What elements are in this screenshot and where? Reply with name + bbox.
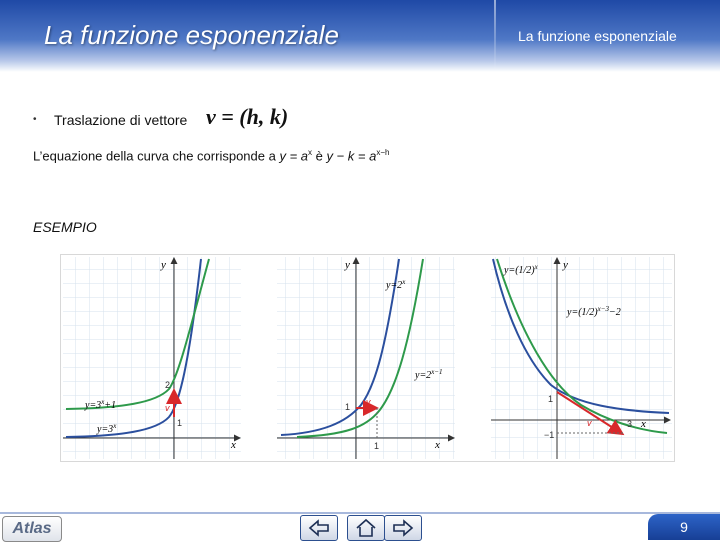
vector-formula: v = (h, k): [206, 104, 289, 129]
equation-y2: y − k = a: [326, 148, 377, 164]
panel-1-label-3x: $y=3^x$: [97, 422, 117, 435]
equation-y1: y = a: [279, 148, 308, 164]
panel-1: [63, 257, 241, 459]
page-number-box: [648, 514, 720, 540]
panel-2-grid: [277, 257, 455, 459]
panel-2-vector-label: v: [366, 397, 371, 407]
equation-mid: è: [315, 148, 327, 164]
prev-button[interactable]: [300, 515, 338, 541]
equation-exp2: x−h: [376, 148, 390, 157]
panel-2-y-label: y: [345, 259, 350, 271]
example-label: ESEMPIO: [33, 219, 97, 235]
panel-3-tick-3: 3: [627, 419, 633, 429]
panel-3-label-half-x-shifted: $y=(1/2)^{x-3}-2$: [567, 305, 621, 318]
slide-title: La funzione esponenziale: [44, 20, 339, 50]
header-separator: [494, 0, 496, 72]
panel-1-vector-label: v: [165, 403, 170, 413]
equation-exp1: x: [308, 148, 312, 157]
panel-2-tick-1y: 1: [345, 402, 351, 412]
arrow-right-icon: [385, 516, 421, 540]
figure-svg: [61, 255, 674, 461]
panel-3-tick-1: 1: [548, 394, 554, 404]
panel-3: [491, 257, 672, 459]
panel-1-tick-2: 2: [165, 380, 171, 390]
panel-1-tick-1: 1: [177, 418, 183, 428]
section-title: La funzione esponenziale: [518, 28, 677, 44]
equation-line: [33, 148, 389, 163]
page-number: 9: [680, 519, 688, 535]
panel-2-tick-1x: 1: [374, 441, 380, 451]
equation-prefix: L’equazione della curva che corrisponde a: [33, 148, 280, 164]
panel-1-y-label: y: [161, 259, 166, 271]
panel-2: [277, 257, 455, 459]
atlas-logo: Atlas: [2, 516, 62, 542]
next-button[interactable]: [384, 515, 422, 541]
panel-1-label-3x-plus-1: $y=3^x+1$: [85, 398, 117, 411]
panel-1-grid: [63, 257, 241, 459]
panel-3-label-half-x: $y=(1/2)^x$: [504, 263, 538, 276]
home-button[interactable]: [347, 515, 385, 541]
home-icon: [348, 516, 384, 540]
bullet-text: Traslazione di vettore: [54, 112, 188, 128]
panel-2-x-label: x: [435, 439, 440, 451]
panel-3-vector-label: v: [587, 418, 592, 428]
panel-1-x-label: x: [231, 439, 236, 451]
panel-3-x-label: x: [641, 418, 646, 430]
panel-2-label-2x: $y=2^x$: [386, 278, 406, 291]
arrow-left-icon: [301, 516, 337, 540]
bullet-marker: •: [33, 114, 37, 125]
panel-3-y-label: y: [563, 259, 568, 271]
panel-3-tick-m1: −1: [544, 430, 555, 440]
example-figure: [60, 254, 675, 462]
footer-line: [0, 512, 720, 514]
panel-2-label-2x-minus-1: $y=2^{x-1}$: [415, 368, 443, 381]
